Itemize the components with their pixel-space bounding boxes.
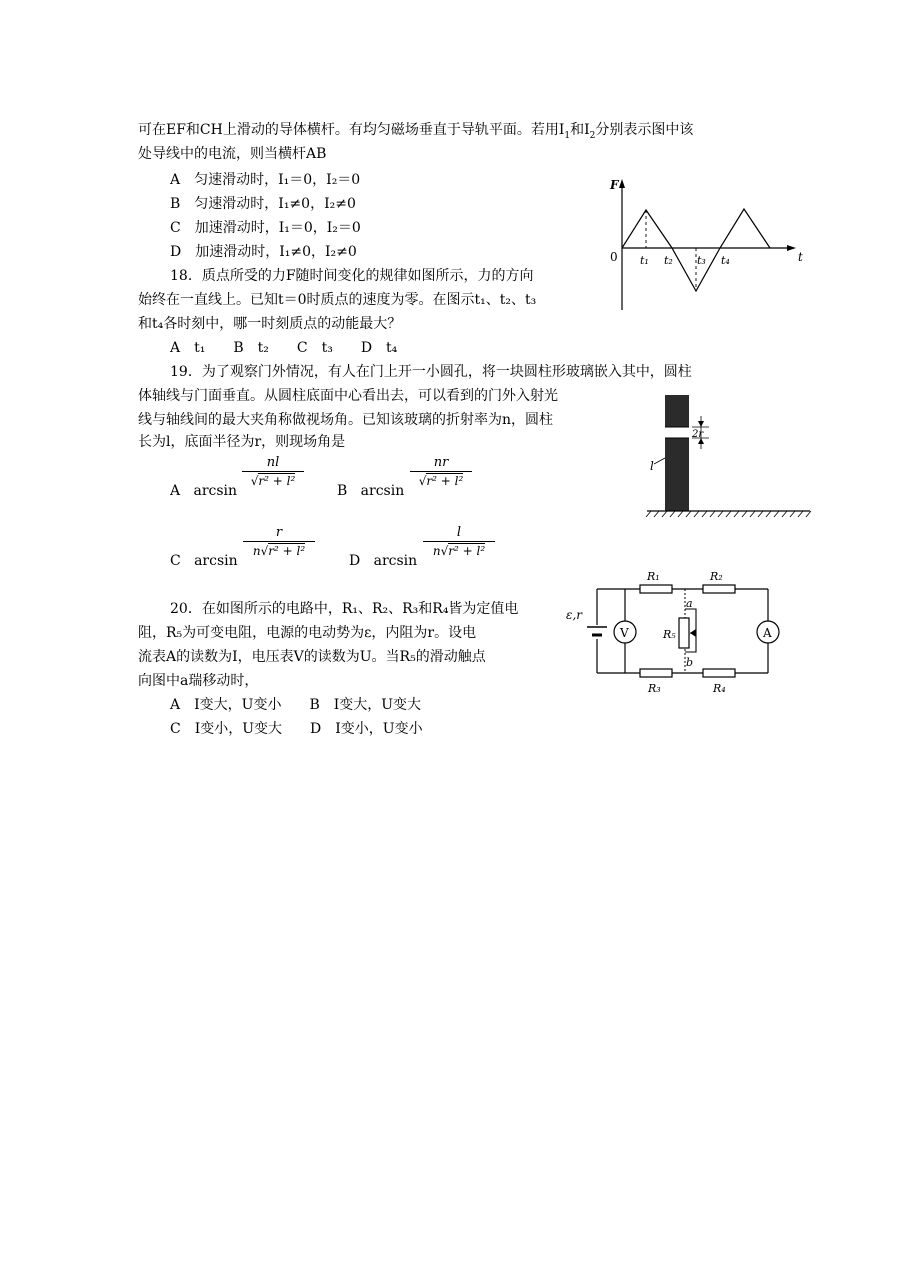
r2-label: R₂: [710, 570, 723, 583]
circuit-diagram: [560, 565, 790, 700]
q19-option-c-fraction: r n√r² + l²: [243, 525, 315, 560]
terminal-a-label: a: [686, 597, 693, 610]
q20-line2: 阻，R₅为可变电阻，电源的电动势为ε，内阻为r。设电: [138, 625, 477, 641]
terminal-b-label: b: [686, 656, 694, 669]
door-glass-figure: [645, 390, 815, 525]
q17-option-c: C 加速滑动时，I₁＝0，I₂＝0: [170, 220, 361, 236]
graph-y-label: F: [610, 178, 619, 192]
graph-x-label: t: [798, 250, 803, 264]
q19-line4: 长为l，底面半径为r，则现场角是: [138, 434, 346, 450]
dim-l-label: l: [650, 459, 654, 473]
q19-line3: 线与轴线间的最大夹角称做视场角。已知该玻璃的折射率为n，圆柱: [138, 412, 554, 428]
voltmeter-label: V: [620, 626, 629, 640]
r3-label: R₃: [648, 682, 661, 695]
dim-2r-label: 2r: [692, 429, 704, 440]
ammeter-label: A: [763, 626, 772, 640]
graph-origin: 0: [610, 250, 618, 264]
source-label: ε,r: [566, 608, 582, 622]
r5-label: R₅: [663, 628, 676, 641]
q20-options-ab: A I变大，U变小 B I变大，U变大: [170, 697, 422, 713]
q19-line2: 体轴线与门面垂直。从圆柱底面中心看出去，可以看到的门外入射光: [138, 388, 558, 404]
q19-option-a: A arcsin: [170, 483, 238, 499]
q19-option-d: D arcsin: [349, 553, 418, 569]
r4-label: R₄: [713, 682, 726, 695]
q18-line1: 18．质点所受的力F随时间变化的规律如图所示，力的方向: [170, 268, 534, 284]
q17-option-d: D 加速滑动时，I₁≠0，I₂≠0: [170, 244, 357, 260]
force-time-graph: [600, 175, 805, 315]
q19-option-b: B arcsin: [337, 483, 405, 499]
q18-line3: 和t₄各时刻中，哪一时刻质点的动能最大？: [138, 316, 402, 332]
r1-label: R₁: [647, 570, 660, 583]
q19-line1: 19．为了观察门外情况，有人在门上开一小圆孔，将一块圆柱形玻璃嵌入其中，圆柱: [170, 364, 692, 380]
graph-tick-t4: t₄: [721, 254, 730, 267]
q20-line4: 向图中a瑞移动时，: [138, 673, 259, 689]
q18-line2: 始终在一直线上。已知t＝0时质点的速度为零。在图示t₁、t₂、t₃: [138, 292, 537, 308]
q17-option-a: A 匀速滑动时，I₁＝0，I₂＝0: [170, 172, 361, 188]
q17-line1: 可在EF和CH上滑动的导体横杆。有均匀磁场垂直于导轨平面。若用$I_1$和$I_2$分别表示图中该: [138, 122, 694, 141]
q20-line1: 20．在如图所示的电路中，R₁、R₂、R₃和R₄皆为定值电: [170, 601, 519, 617]
q19-option-d-fraction: l n√r² + l²: [423, 525, 495, 560]
q18-options: A t₁ B t₂ C t₃ D t₄: [170, 340, 398, 356]
q20-line3: 流表A的读数为I，电压表V的读数为U。当R₅的滑动触点: [138, 649, 486, 665]
q19-option-c: C arcsin: [170, 553, 238, 569]
q17-line2: 处导线中的电流，则当横杆AB: [138, 146, 327, 162]
q19-option-b-fraction: nr √r² + l²: [410, 455, 472, 490]
q17-option-b: B 匀速滑动时，I₁≠0，I₂≠0: [170, 196, 356, 212]
graph-tick-t1: t₁: [640, 254, 649, 267]
graph-tick-t2: t₂: [664, 254, 673, 267]
q19-option-a-fraction: nl √r² + l²: [242, 455, 304, 490]
q20-options-cd: C I变小，U变大 D I变小，U变小: [170, 721, 423, 737]
graph-tick-t3: t₃: [697, 254, 706, 267]
